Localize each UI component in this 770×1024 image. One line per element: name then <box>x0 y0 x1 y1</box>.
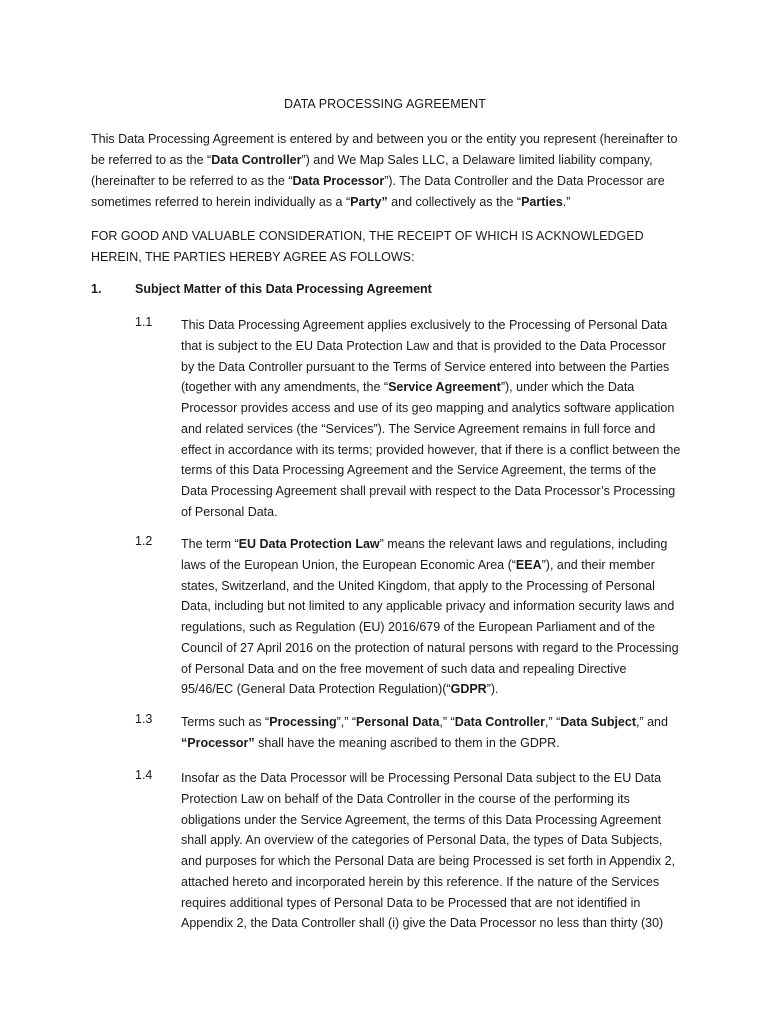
clause-1-1-text-2: ”), under which the Data Processor provides access and use of its geo mapping and analytics software application and related services (the “Services”). The Service Agreement remains in full force and effect in accordance with its terms; provided however, that if there is a conflict between the terms of this Data Processing Agreement and the Service Agreement, the terms of the Data Processing Agreement shall prevail with respect to the Data Processor’s Processing of Personal Data. <box>181 380 681 519</box>
section-1-heading: Subject Matter of this Data Processing Agreement <box>135 282 432 296</box>
clause-1-2-text <box>181 534 681 700</box>
clause-1-3-text-2: ”,” “ <box>336 715 357 729</box>
clause-1-3-text-1: Terms such as “ <box>181 715 270 729</box>
intro-paragraph <box>91 129 691 213</box>
clause-1-3-text <box>181 712 681 754</box>
document-title: DATA PROCESSING AGREEMENT <box>283 97 487 111</box>
intro-text-2: ”) and We Map Sales LLC, a Delaware limited liability company, (hereinafter to be referred to as the “ <box>91 153 653 188</box>
intro-term-party: Party” <box>350 195 388 209</box>
clause-1-2-text-2: ” means the relevant laws and regulations, including laws of the European Union, the European Economic Area (“ <box>181 537 668 572</box>
intro-term-data-processor: Data Processor <box>292 174 385 188</box>
clause-1-2-text-3: ”), and their member states, Switzerland, and the United Kingdom, that apply to the Processing of Personal Data, including but not limited to any applicable privacy and information security laws and regulations, such as Regulation (EU) 2016/679 of the European Parliament and of the Council of 27 April 2016 on the protection of natural persons with regard to the Processing of Personal Data and on the free movement of such data and repealing Directive 95/46/EC (General Data Protection Regulation)(“ <box>181 557 679 697</box>
consideration-paragraph: FOR GOOD AND VALUABLE CONSIDERATION, THE RECEIPT OF WHICH IS ACKNOWLEDGED HEREIN, THE PARTIES HEREBY AGREE AS FOLLOWS: <box>91 229 644 264</box>
intro-text-5: .” <box>562 195 571 209</box>
clause-1-3-text-6: shall have the meaning ascribed to them in the GDPR. <box>254 735 560 750</box>
clause-1-2-number: 1.2 <box>135 534 153 548</box>
intro-text-3: ”). The Data Controller and the Data Processor are sometimes referred to herein individually as a “ <box>91 174 665 209</box>
clause-1-3-number: 1.3 <box>135 712 153 726</box>
clause-1-4-text: Insofar as the Data Processor will be Processing Personal Data subject to the EU Data Protection Law on behalf of the Data Controller in the course of the performing its obligations under the Service Agreement, the terms of this Data Processing Agreement shall apply. An overview of the categories of Personal Data, the types of Data Subjects, and purposes for which the Personal Data are being Processed is set forth in Appendix 2, attached hereto and incorporated herein by this reference. If the nature of the Services requires additional types of Personal Data to be Processed that are not identified in Appendix 2, the Data Controller shall (i) give the Data Processor no less than thirty (30) <box>181 771 676 931</box>
intro-term-data-controller: Data Controller <box>211 153 302 167</box>
clause-1-1-term-service-agreement: Service Agreement <box>388 380 501 395</box>
clause-1-3-text-3: ,” “ <box>439 715 455 729</box>
clause-1-3-text-5: ,” and <box>636 715 668 729</box>
clause-1-2-term-gdpr: GDPR <box>450 682 487 697</box>
clause-1-3-text-4: ,” “ <box>545 715 561 729</box>
intro-term-parties: Parties <box>521 195 563 209</box>
clause-1-2-term-eea: EEA <box>515 557 542 572</box>
clause-1-3-term-processing: Processing <box>269 715 337 729</box>
clause-1-3-term-processor: “Processor” <box>181 735 255 750</box>
clause-1-3-term-personal-data: Personal Data <box>356 715 440 729</box>
section-1-number: 1. <box>91 282 102 296</box>
clause-1-2-term-eu-law: EU Data Protection Law <box>238 537 380 551</box>
clause-1-1-number: 1.1 <box>135 315 153 329</box>
intro-text-1: This Data Processing Agreement is entered by and between you or the entity you represent (hereinafter to be referred to as the “ <box>91 132 678 167</box>
intro-text-4: and collectively as the “ <box>387 195 522 209</box>
clause-1-1-text-1: This Data Processing Agreement applies exclusively to the Processing of Personal Data that is subject to the EU Data Protection Law and that is provided to the Data Processor by the Data Controller pursuant to the Terms of Service entered into between the Parties (together with any amendments, the “ <box>181 318 670 395</box>
clause-1-2-text-1: The term “ <box>181 537 239 551</box>
clause-1-1-text <box>181 315 681 523</box>
clause-1-2-text-4: ”). <box>486 682 499 697</box>
clause-1-4-number: 1.4 <box>135 768 153 782</box>
clause-1-3-term-data-controller: Data Controller <box>454 715 545 729</box>
clause-1-3-term-data-subject: Data Subject <box>560 715 636 729</box>
